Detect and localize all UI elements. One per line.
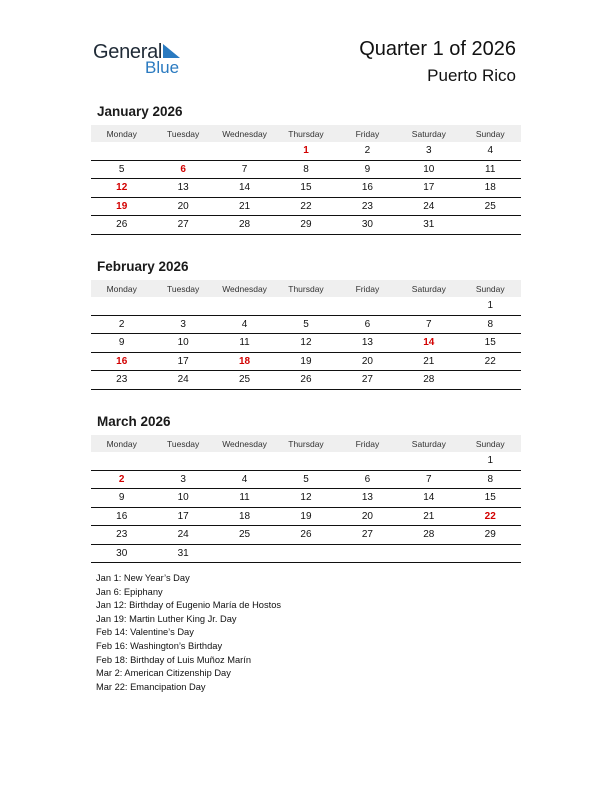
date-cell: 17	[423, 182, 435, 194]
logo-text-blue: Blue	[145, 58, 180, 77]
date-cell: 15	[484, 492, 496, 504]
date-cell: 29	[300, 219, 312, 231]
date-cell: 22	[300, 200, 312, 212]
date-cell: 23	[361, 200, 373, 212]
holiday-note: Mar 22: Emancipation Day	[96, 681, 206, 692]
date-cell: 28	[238, 219, 251, 231]
date-cell: 1	[487, 455, 494, 467]
date-cell: 5	[118, 163, 125, 175]
date-cell: 8	[487, 318, 494, 330]
holiday-note: Jan 19: Martin Luther King Jr. Day	[96, 613, 237, 624]
week-row	[91, 216, 521, 235]
date-cell: 20	[361, 510, 373, 522]
date-cell: 8	[487, 473, 494, 485]
holiday-note: Mar 2: American Citizenship Day	[96, 668, 231, 679]
date-cell: 15	[484, 337, 496, 349]
date-cell: 19	[300, 355, 312, 367]
date-cell: 10	[177, 492, 189, 504]
weekday-label: Tuesday	[166, 438, 200, 449]
week-row	[91, 297, 521, 316]
week-row	[91, 316, 521, 335]
week-row	[91, 526, 521, 545]
holiday-date-cell: 19	[116, 200, 128, 212]
date-cell: 21	[423, 510, 435, 522]
date-cell: 16	[116, 510, 128, 522]
date-cell: 4	[487, 145, 494, 157]
date-cell: 6	[364, 318, 371, 330]
weekday-label: Thursday	[288, 438, 324, 449]
holiday-note: Feb 18: Birthday of Luis Muñoz Marín	[96, 654, 252, 665]
date-cell: 30	[116, 547, 128, 559]
week-row	[91, 471, 521, 490]
date-cell: 27	[177, 219, 189, 231]
holiday-date-cell: 16	[116, 355, 128, 367]
weekday-label: Sunday	[475, 128, 505, 139]
date-cell: 17	[177, 355, 189, 367]
date-cell: 4	[241, 473, 248, 485]
date-cell: 27	[361, 374, 373, 386]
date-cell: 2	[364, 145, 371, 157]
date-cell: 19	[300, 510, 312, 522]
date-cell: 28	[423, 374, 435, 386]
week-row	[91, 334, 521, 353]
date-cell: 9	[118, 492, 125, 504]
weekday-label: Saturday	[411, 438, 446, 449]
date-cell: 10	[177, 337, 189, 349]
week-row	[91, 508, 521, 527]
page-title: Quarter 1 of 2026	[359, 38, 516, 60]
general-blue-logo	[93, 38, 193, 78]
date-cell: 5	[303, 473, 309, 485]
date-cell: 17	[177, 510, 189, 522]
date-cell: 13	[361, 337, 373, 349]
date-cell: 7	[241, 163, 248, 175]
date-cell: 25	[238, 374, 251, 386]
week-row	[91, 198, 521, 217]
date-cell: 26	[116, 219, 128, 231]
date-cell: 22	[484, 355, 496, 367]
holiday-note: Jan 6: Epiphany	[96, 586, 163, 597]
date-cell: 28	[423, 529, 435, 541]
date-cell: 6	[364, 473, 371, 485]
date-cell: 23	[116, 529, 128, 541]
date-cell: 2	[118, 318, 125, 330]
weekday-label: Wednesday	[222, 438, 267, 449]
holiday-note: Feb 16: Washington’s Birthday	[96, 640, 223, 651]
date-cell: 8	[303, 163, 309, 175]
weekday-label: Saturday	[411, 128, 446, 139]
date-cell: 20	[361, 355, 373, 367]
date-cell: 12	[300, 337, 312, 349]
weekday-label: Wednesday	[222, 128, 267, 139]
holiday-note: Jan 1: New Year’s Day	[96, 573, 190, 583]
weekday-label: Friday	[355, 283, 380, 294]
date-cell: 7	[426, 473, 432, 485]
month-title: February 2026	[97, 259, 189, 274]
weekday-label: Sunday	[475, 283, 505, 294]
logo-triangle-icon	[161, 43, 181, 59]
week-row	[91, 371, 521, 390]
date-cell: 30	[361, 219, 373, 231]
month-block-january	[91, 104, 521, 235]
holiday-date-cell: 1	[303, 145, 309, 157]
date-cell: 14	[423, 492, 435, 504]
week-row	[91, 161, 521, 180]
date-cell: 3	[426, 145, 432, 157]
holiday-date-cell: 2	[118, 473, 125, 485]
holiday-date-cell: 6	[180, 163, 186, 175]
date-cell: 27	[361, 529, 373, 541]
week-row	[91, 353, 521, 372]
date-cell: 5	[303, 318, 309, 330]
date-cell: 31	[177, 547, 189, 559]
date-cell: 21	[423, 355, 435, 367]
date-cell: 7	[426, 318, 432, 330]
date-cell: 10	[423, 163, 435, 175]
date-cell: 14	[238, 182, 251, 194]
weekday-label: Thursday	[288, 283, 324, 294]
weekday-header-row	[91, 280, 521, 297]
date-cell: 15	[300, 182, 312, 194]
date-cell: 24	[423, 200, 435, 212]
date-cell: 13	[177, 182, 189, 194]
month-title: March 2026	[97, 414, 171, 429]
holiday-list	[96, 572, 281, 694]
weekday-header-row	[91, 125, 521, 142]
date-cell: 18	[238, 510, 251, 522]
month-block-february	[91, 259, 521, 390]
holiday-date-cell: 12	[116, 182, 128, 194]
date-cell: 12	[300, 492, 312, 504]
date-cell: 1	[487, 300, 494, 312]
date-cell: 13	[361, 492, 373, 504]
weekday-label: Tuesday	[166, 283, 200, 294]
holiday-note: Jan 12: Birthday of Eugenio María de Hostos	[96, 600, 282, 611]
date-cell: 11	[239, 337, 250, 349]
date-cell: 24	[177, 529, 189, 541]
date-cell: 26	[300, 529, 312, 541]
week-row	[91, 179, 521, 198]
date-cell: 16	[361, 182, 373, 194]
month-block-march	[91, 414, 521, 563]
weekday-label: Friday	[355, 438, 380, 449]
week-row	[91, 142, 521, 161]
weekday-label: Saturday	[411, 283, 446, 294]
date-cell: 26	[300, 374, 312, 386]
date-cell: 3	[180, 473, 186, 485]
weekday-label: Wednesday	[222, 283, 267, 294]
date-cell: 18	[484, 182, 496, 194]
date-cell: 25	[238, 529, 251, 541]
date-cell: 4	[241, 318, 248, 330]
week-row	[91, 489, 521, 508]
date-cell: 23	[116, 374, 128, 386]
page-subtitle: Puerto Rico	[427, 66, 516, 85]
date-cell: 20	[177, 200, 189, 212]
week-row	[91, 452, 521, 471]
weekday-header-row	[91, 435, 521, 452]
date-cell: 29	[484, 529, 496, 541]
date-cell: 9	[364, 163, 371, 175]
month-title: January 2026	[97, 104, 183, 119]
holiday-date-cell: 14	[423, 337, 435, 349]
holiday-date-cell: 18	[238, 355, 251, 367]
holiday-note: Feb 14: Valentine’s Day	[96, 627, 194, 638]
weekday-label: Sunday	[475, 438, 505, 449]
weekday-label: Monday	[106, 128, 137, 139]
date-cell: 21	[238, 200, 251, 212]
weekday-label: Thursday	[288, 128, 324, 139]
date-cell: 11	[485, 163, 496, 175]
date-cell: 11	[239, 492, 250, 504]
weekday-label: Monday	[106, 283, 137, 294]
weekday-label: Tuesday	[166, 128, 200, 139]
week-row	[91, 545, 521, 564]
date-cell: 25	[484, 200, 496, 212]
weekday-label: Friday	[355, 128, 380, 139]
weekday-label: Monday	[106, 438, 137, 449]
logo-text-general: General	[93, 41, 163, 63]
date-cell: 3	[180, 318, 186, 330]
date-cell: 31	[423, 219, 435, 231]
holiday-date-cell: 22	[484, 510, 496, 522]
date-cell: 24	[177, 374, 189, 386]
date-cell: 9	[118, 337, 125, 349]
